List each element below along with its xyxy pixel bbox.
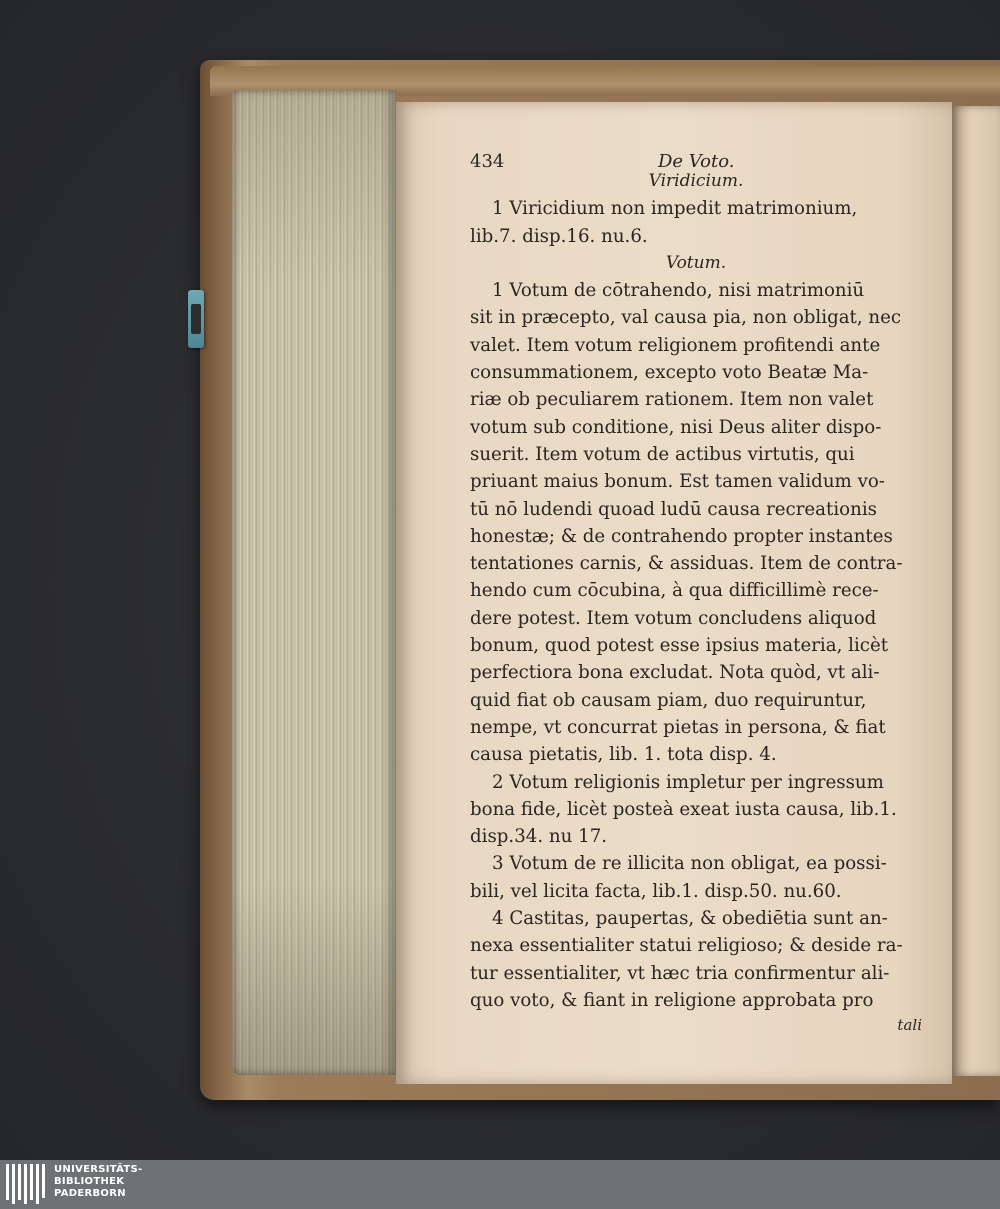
library-logo-text [54, 1164, 143, 1200]
text-line: sit in præcepto, val causa pia, non obligat, nec [470, 307, 902, 329]
page-text-block [470, 140, 922, 1035]
text-line: 4 Castitas, paupertas, & obediētia sunt an- [492, 908, 888, 930]
text-line: bona fide, licèt posteà exeat iusta causa, lib.1. [470, 798, 897, 820]
clip-icon [188, 290, 204, 348]
logo-line: UNIVERSITÄTS- [54, 1164, 143, 1175]
text-line: nexa essentialiter statui religioso; & deside ra- [470, 935, 903, 957]
text-line: quid fiat ob causam piam, duo requiruntur, [470, 689, 867, 711]
running-head [470, 140, 922, 172]
text-line: tentationes carnis, & assiduas. Item de contra- [470, 553, 903, 575]
text-line: votum sub conditione, nisi Deus aliter dispo- [470, 416, 882, 438]
text-line: dere potest. Item votum concludens aliquod [470, 607, 877, 629]
text-line: bonum, quod potest esse ipsius materia, licèt [470, 635, 889, 657]
text-line: perfectiora bona excludat. Nota quòd, vt ali- [470, 662, 880, 684]
facing-page-edge [952, 106, 1000, 1076]
text-line: valet. Item votum religionem profitendi ante [470, 334, 881, 356]
text-line: lib.7. disp.16. nu.6. [470, 225, 648, 247]
section-body-viridicium [470, 195, 922, 250]
text-line: consummationem, excepto voto Beatæ Ma- [470, 362, 869, 384]
text-line: tur essentialiter, vt hæc tria confirmentur ali- [470, 962, 890, 984]
text-line: nempe, vt concurrat pietas in persona, & fiat [470, 716, 886, 738]
text-line: 1 Viricidium non impedit matrimonium, [492, 198, 858, 220]
section-body-votum [470, 277, 922, 1014]
running-title: De Voto. [658, 151, 735, 172]
page-edges-shade [232, 90, 396, 1075]
text-line: riæ ob peculiarem rationem. Item non valet [470, 389, 874, 411]
text-line: causa pietatis, lib. 1. tota disp. 4. [470, 744, 777, 766]
page-number: 434 [470, 151, 505, 172]
section-heading-votum: Votum. [665, 252, 727, 273]
text-line: 3 Votum de re illicita non obligat, ea possi- [492, 853, 887, 875]
section-heading-viridicium: Viridicium. [648, 171, 744, 191]
text-line: hendo cum cōcubina, à qua difficillimè rece- [470, 580, 879, 602]
text-line: honestæ; & de contrahendo propter instantes [470, 525, 893, 547]
text-line: priuant maius bonum. Est tamen validum vo- [470, 471, 885, 493]
text-line: quo voto, & fiant in religione approbata pro [470, 989, 874, 1011]
text-line: bili, vel licita facta, lib.1. disp.50. nu.60. [470, 880, 842, 902]
text-line: tū nō ludendi quoad ludū causa recreationis [470, 498, 877, 520]
text-line: 2 Votum religionis impletur per ingressum [492, 771, 884, 793]
library-logo-icon [6, 1164, 50, 1204]
text-line: disp.34. nu 17. [470, 826, 608, 848]
text-line: 1 Votum de cōtrahendo, nisi matrimoniū [492, 280, 865, 302]
text-line: suerit. Item votum de actibus virtutis, qui [470, 443, 855, 465]
logo-line: PADERBORN [54, 1188, 126, 1199]
logo-line: BIBLIOTHEK [54, 1176, 125, 1187]
footer-bar [0, 1160, 1000, 1209]
catchword: tali [897, 1016, 922, 1035]
